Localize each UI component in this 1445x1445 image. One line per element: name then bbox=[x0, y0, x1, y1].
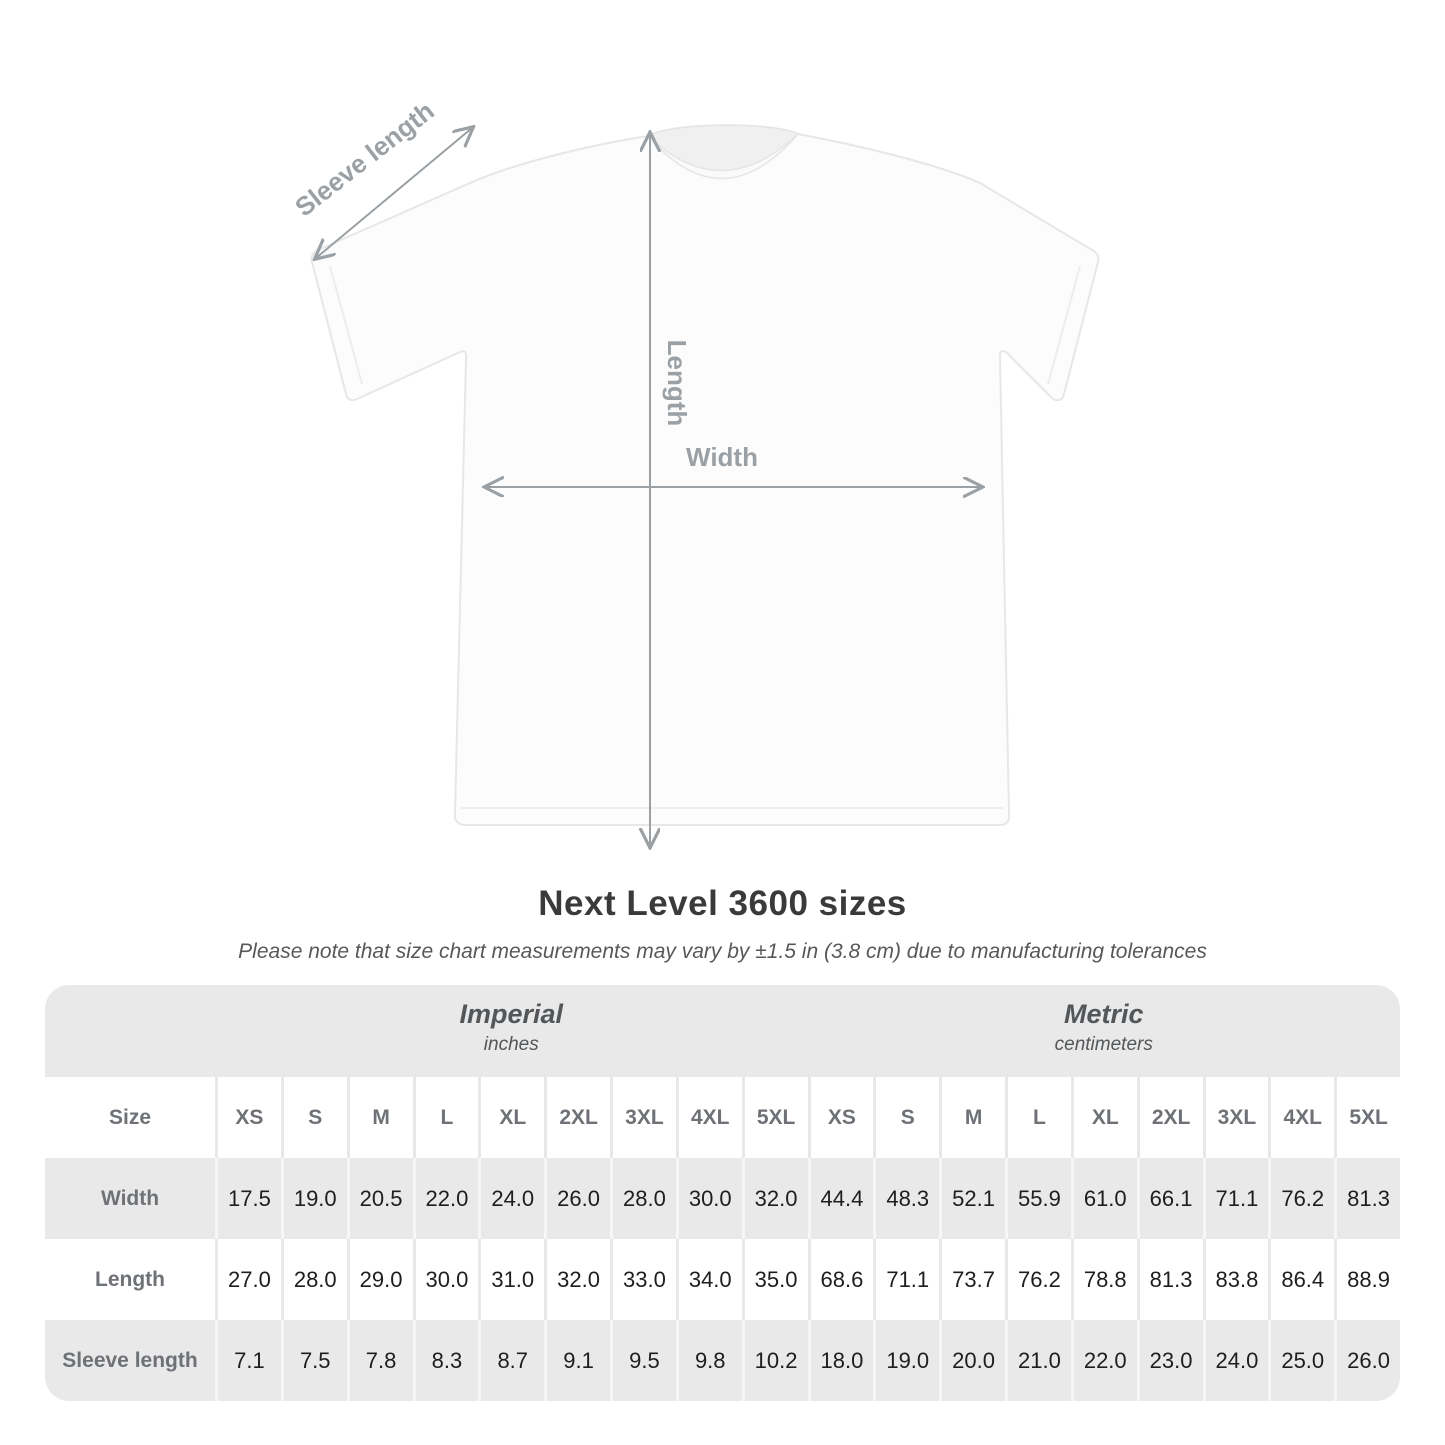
size-col-header: XS bbox=[215, 1077, 281, 1158]
length-metric-value: 83.8 bbox=[1203, 1239, 1269, 1320]
sleeve-metric-value: 21.0 bbox=[1005, 1320, 1071, 1401]
size-col-header: 4XL bbox=[676, 1077, 742, 1158]
width-imperial-value: 19.0 bbox=[281, 1158, 347, 1239]
length-metric-value: 76.2 bbox=[1005, 1239, 1071, 1320]
size-col-header: 5XL bbox=[1334, 1077, 1400, 1158]
width-imperial-value: 30.0 bbox=[676, 1158, 742, 1239]
size-col-header: 2XL bbox=[1137, 1077, 1203, 1158]
length-imperial-value: 31.0 bbox=[478, 1239, 544, 1320]
size-col-header: 5XL bbox=[742, 1077, 808, 1158]
sleeve-metric-value: 26.0 bbox=[1334, 1320, 1400, 1401]
size-col-header: L bbox=[413, 1077, 479, 1158]
size-col-header: XL bbox=[478, 1077, 544, 1158]
length-imperial-value: 34.0 bbox=[676, 1239, 742, 1320]
sleeve-metric-value: 24.0 bbox=[1203, 1320, 1269, 1401]
width-metric-value: 52.1 bbox=[939, 1158, 1005, 1239]
width-imperial-value: 22.0 bbox=[413, 1158, 479, 1239]
width-metric-value: 71.1 bbox=[1203, 1158, 1269, 1239]
metric-group-header bbox=[808, 985, 1401, 1077]
width-metric-value: 61.0 bbox=[1071, 1158, 1137, 1239]
width-imperial-value: 17.5 bbox=[215, 1158, 281, 1239]
length-label: Length bbox=[662, 339, 692, 427]
length-metric-value: 81.3 bbox=[1137, 1239, 1203, 1320]
width-imperial-value: 24.0 bbox=[478, 1158, 544, 1239]
length-imperial-value: 28.0 bbox=[281, 1239, 347, 1320]
sleeve-row-label: Sleeve length bbox=[45, 1320, 215, 1401]
sleeve-metric-value: 25.0 bbox=[1268, 1320, 1334, 1401]
width-imperial-value: 26.0 bbox=[544, 1158, 610, 1239]
width-metric-value: 76.2 bbox=[1268, 1158, 1334, 1239]
length-metric-value: 88.9 bbox=[1334, 1239, 1400, 1320]
sleeve-metric-value: 22.0 bbox=[1071, 1320, 1137, 1401]
sleeve-imperial-value: 9.5 bbox=[610, 1320, 676, 1401]
imperial-group-header bbox=[215, 985, 808, 1077]
sleeve-imperial-value: 9.1 bbox=[544, 1320, 610, 1401]
sleeve-imperial-value: 7.1 bbox=[215, 1320, 281, 1401]
size-col-header: M bbox=[939, 1077, 1005, 1158]
sleeve-imperial-value: 7.5 bbox=[281, 1320, 347, 1401]
sleeve-length-label: Sleeve length bbox=[289, 95, 440, 223]
width-metric-value: 66.1 bbox=[1137, 1158, 1203, 1239]
unit-band bbox=[45, 985, 1400, 1077]
length-metric-value: 86.4 bbox=[1268, 1239, 1334, 1320]
length-imperial-value: 27.0 bbox=[215, 1239, 281, 1320]
sleeve-imperial-value: 10.2 bbox=[742, 1320, 808, 1401]
size-col-header: S bbox=[873, 1077, 939, 1158]
sleeve-metric-value: 23.0 bbox=[1137, 1320, 1203, 1401]
metric-unit: centimeters bbox=[1054, 1034, 1153, 1056]
metric-title: Metric bbox=[1063, 999, 1144, 1029]
size-col-header: S bbox=[281, 1077, 347, 1158]
length-metric-value: 68.6 bbox=[808, 1239, 874, 1320]
sleeve-metric-value: 19.0 bbox=[873, 1320, 939, 1401]
tshirt-illustration bbox=[312, 125, 1099, 825]
width-imperial-value: 20.5 bbox=[347, 1158, 413, 1239]
length-metric-value: 71.1 bbox=[873, 1239, 939, 1320]
width-imperial-value: 32.0 bbox=[742, 1158, 808, 1239]
length-row-label: Length bbox=[45, 1239, 215, 1320]
width-metric-value: 81.3 bbox=[1334, 1158, 1400, 1239]
length-metric-value: 78.8 bbox=[1071, 1239, 1137, 1320]
size-col-header: L bbox=[1005, 1077, 1071, 1158]
size-col-header: 4XL bbox=[1268, 1077, 1334, 1158]
size-row-label: Size bbox=[45, 1077, 215, 1158]
size-col-header: 2XL bbox=[544, 1077, 610, 1158]
length-imperial-value: 29.0 bbox=[347, 1239, 413, 1320]
length-imperial-value: 33.0 bbox=[610, 1239, 676, 1320]
size-col-header: XL bbox=[1071, 1077, 1137, 1158]
width-imperial-value: 28.0 bbox=[610, 1158, 676, 1239]
sleeve-imperial-value: 8.7 bbox=[478, 1320, 544, 1401]
length-imperial-value: 35.0 bbox=[742, 1239, 808, 1320]
sleeve-imperial-value: 7.8 bbox=[347, 1320, 413, 1401]
sleeve-imperial-value: 9.8 bbox=[676, 1320, 742, 1401]
imperial-title: Imperial bbox=[459, 999, 564, 1029]
size-col-header: XS bbox=[808, 1077, 874, 1158]
width-metric-value: 44.4 bbox=[808, 1158, 874, 1239]
size-col-header: 3XL bbox=[610, 1077, 676, 1158]
page-title: Next Level 3600 sizes bbox=[538, 884, 907, 923]
size-col-header: 3XL bbox=[1203, 1077, 1269, 1158]
length-metric-value: 73.7 bbox=[939, 1239, 1005, 1320]
size-col-header: M bbox=[347, 1077, 413, 1158]
width-label: Width bbox=[686, 442, 758, 472]
size-table bbox=[45, 985, 1400, 1401]
size-table-grid bbox=[45, 1077, 1400, 1401]
sleeve-imperial-value: 8.3 bbox=[413, 1320, 479, 1401]
length-imperial-value: 32.0 bbox=[544, 1239, 610, 1320]
sleeve-metric-value: 18.0 bbox=[808, 1320, 874, 1401]
width-metric-value: 55.9 bbox=[1005, 1158, 1071, 1239]
imperial-unit: inches bbox=[483, 1034, 539, 1056]
tolerance-note: Please note that size chart measurements may vary by ±1.5 in (3.8 cm) due to manufacturing tolerances bbox=[238, 940, 1207, 963]
width-row-label: Width bbox=[45, 1158, 215, 1239]
width-metric-value: 48.3 bbox=[873, 1158, 939, 1239]
unit-band-spacer bbox=[45, 985, 215, 1077]
sleeve-metric-value: 20.0 bbox=[939, 1320, 1005, 1401]
length-imperial-value: 30.0 bbox=[413, 1239, 479, 1320]
